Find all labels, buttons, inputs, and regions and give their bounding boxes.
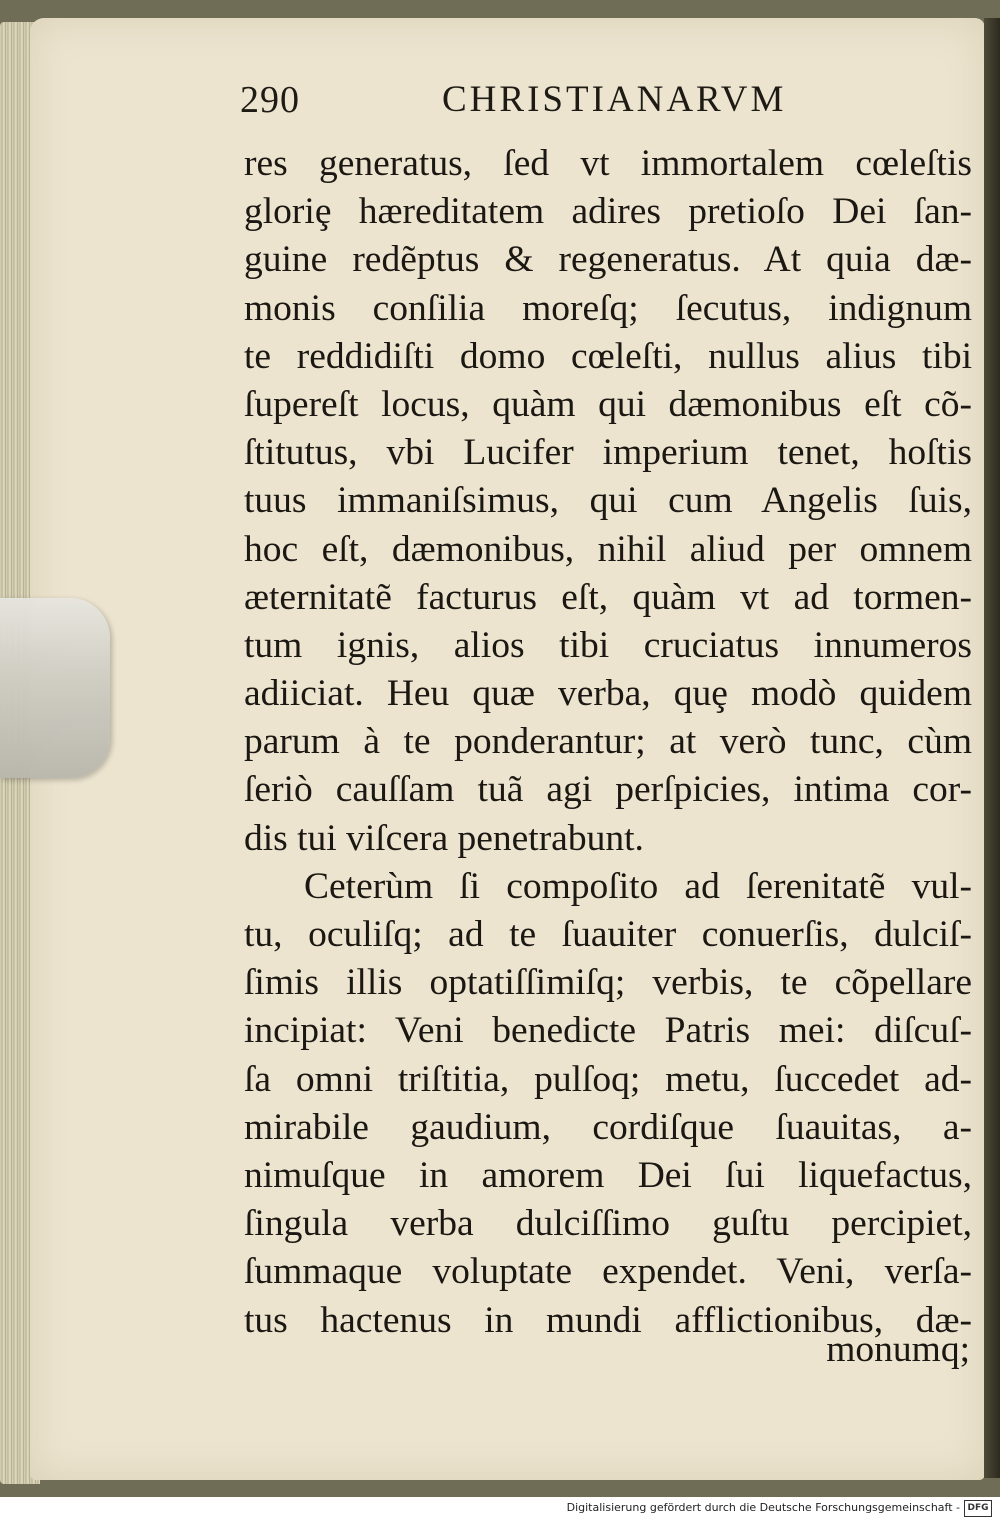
- text-line: æternitatẽ facturus eſt, quàm vt ad tormen-: [244, 576, 972, 618]
- body-text: [244, 140, 972, 1345]
- digitization-credit: Digitalisierung gefördert durch die Deutsche Forschungsgemeinschaft -: [566, 1501, 960, 1514]
- text-line: ſingula verba dulciſſimo guſtu percipiet,: [244, 1203, 972, 1245]
- dfg-logo: DFG: [964, 1500, 992, 1517]
- page-holder-clip: [0, 598, 110, 778]
- text-line: ſummaque voluptate expendet. Veni, verſa-: [244, 1251, 972, 1293]
- text-line: res generatus, ſed vt immortalem cœleſtis: [244, 143, 972, 184]
- paragraph-end-line: dis tui viſcera penetrabunt.: [244, 817, 644, 859]
- text-line: tum ignis, alios tibi cruciatus innumeros: [244, 624, 972, 666]
- text-line: ſeriò cauſſam tuã agi perſpicies, intima cor-: [244, 769, 972, 811]
- page-header: [240, 78, 940, 128]
- text-line: parum à te ponderantur; at verò tunc, cùm: [244, 721, 972, 763]
- catchword: monumq;: [826, 1329, 970, 1370]
- text-line: mirabile gaudium, cordiſque ſuauitas, a-: [244, 1106, 972, 1148]
- text-line: hoc eſt, dæmonibus, nihil aliud per omnem: [244, 528, 972, 570]
- text-line: tu, oculiſq; ad te ſuauiter conuerſis, dulciſ-: [244, 914, 972, 955]
- text-line: guine redẽptus & regeneratus. At quia dæ-: [244, 239, 972, 281]
- paragraph-start-line: Ceterùm ſi compoſito ad ſerenitatẽ vul-: [304, 865, 972, 907]
- text-line: ſimis illis optatiſſimiſq; verbis, te cõpellare: [244, 962, 972, 1004]
- running-head: CHRISTIANARVM: [442, 79, 787, 120]
- text-line: ſtitutus, vbi Lucifer imperium tenet, hoſtis: [244, 432, 972, 474]
- text-line: ſa omni triſtitia, pulſoq; metu, ſuccedet ad-: [244, 1058, 972, 1100]
- text-line: te reddidiſti domo cœleſti, nullus alius tibi: [244, 335, 972, 377]
- text-line: tuus immaniſsimus, qui cum Angelis ſuis,: [244, 480, 972, 522]
- text-line: ſupereſt locus, quàm qui dæmonibus eſt cõ-: [244, 383, 972, 425]
- page-number: 290: [240, 79, 300, 121]
- text-line: nimuſque in amorem Dei ſui liquefactus,: [244, 1154, 972, 1196]
- text-line: adiiciat. Heu quæ verba, quȩ modò quidem: [244, 673, 972, 715]
- text-line: incipiat: Veni benedicte Patris mei: diſcuſ-: [244, 1010, 972, 1052]
- text-line: monis conſilia moreſq; ſecutus, indignum: [244, 287, 972, 329]
- page-gutter-shadow: [984, 18, 1000, 1478]
- text-line: tus hactenus in mundi afflictionibus, dæ-: [244, 1299, 972, 1341]
- text-line: gloriȩ hæreditatem adires pretioſo Dei ſan-: [244, 191, 972, 233]
